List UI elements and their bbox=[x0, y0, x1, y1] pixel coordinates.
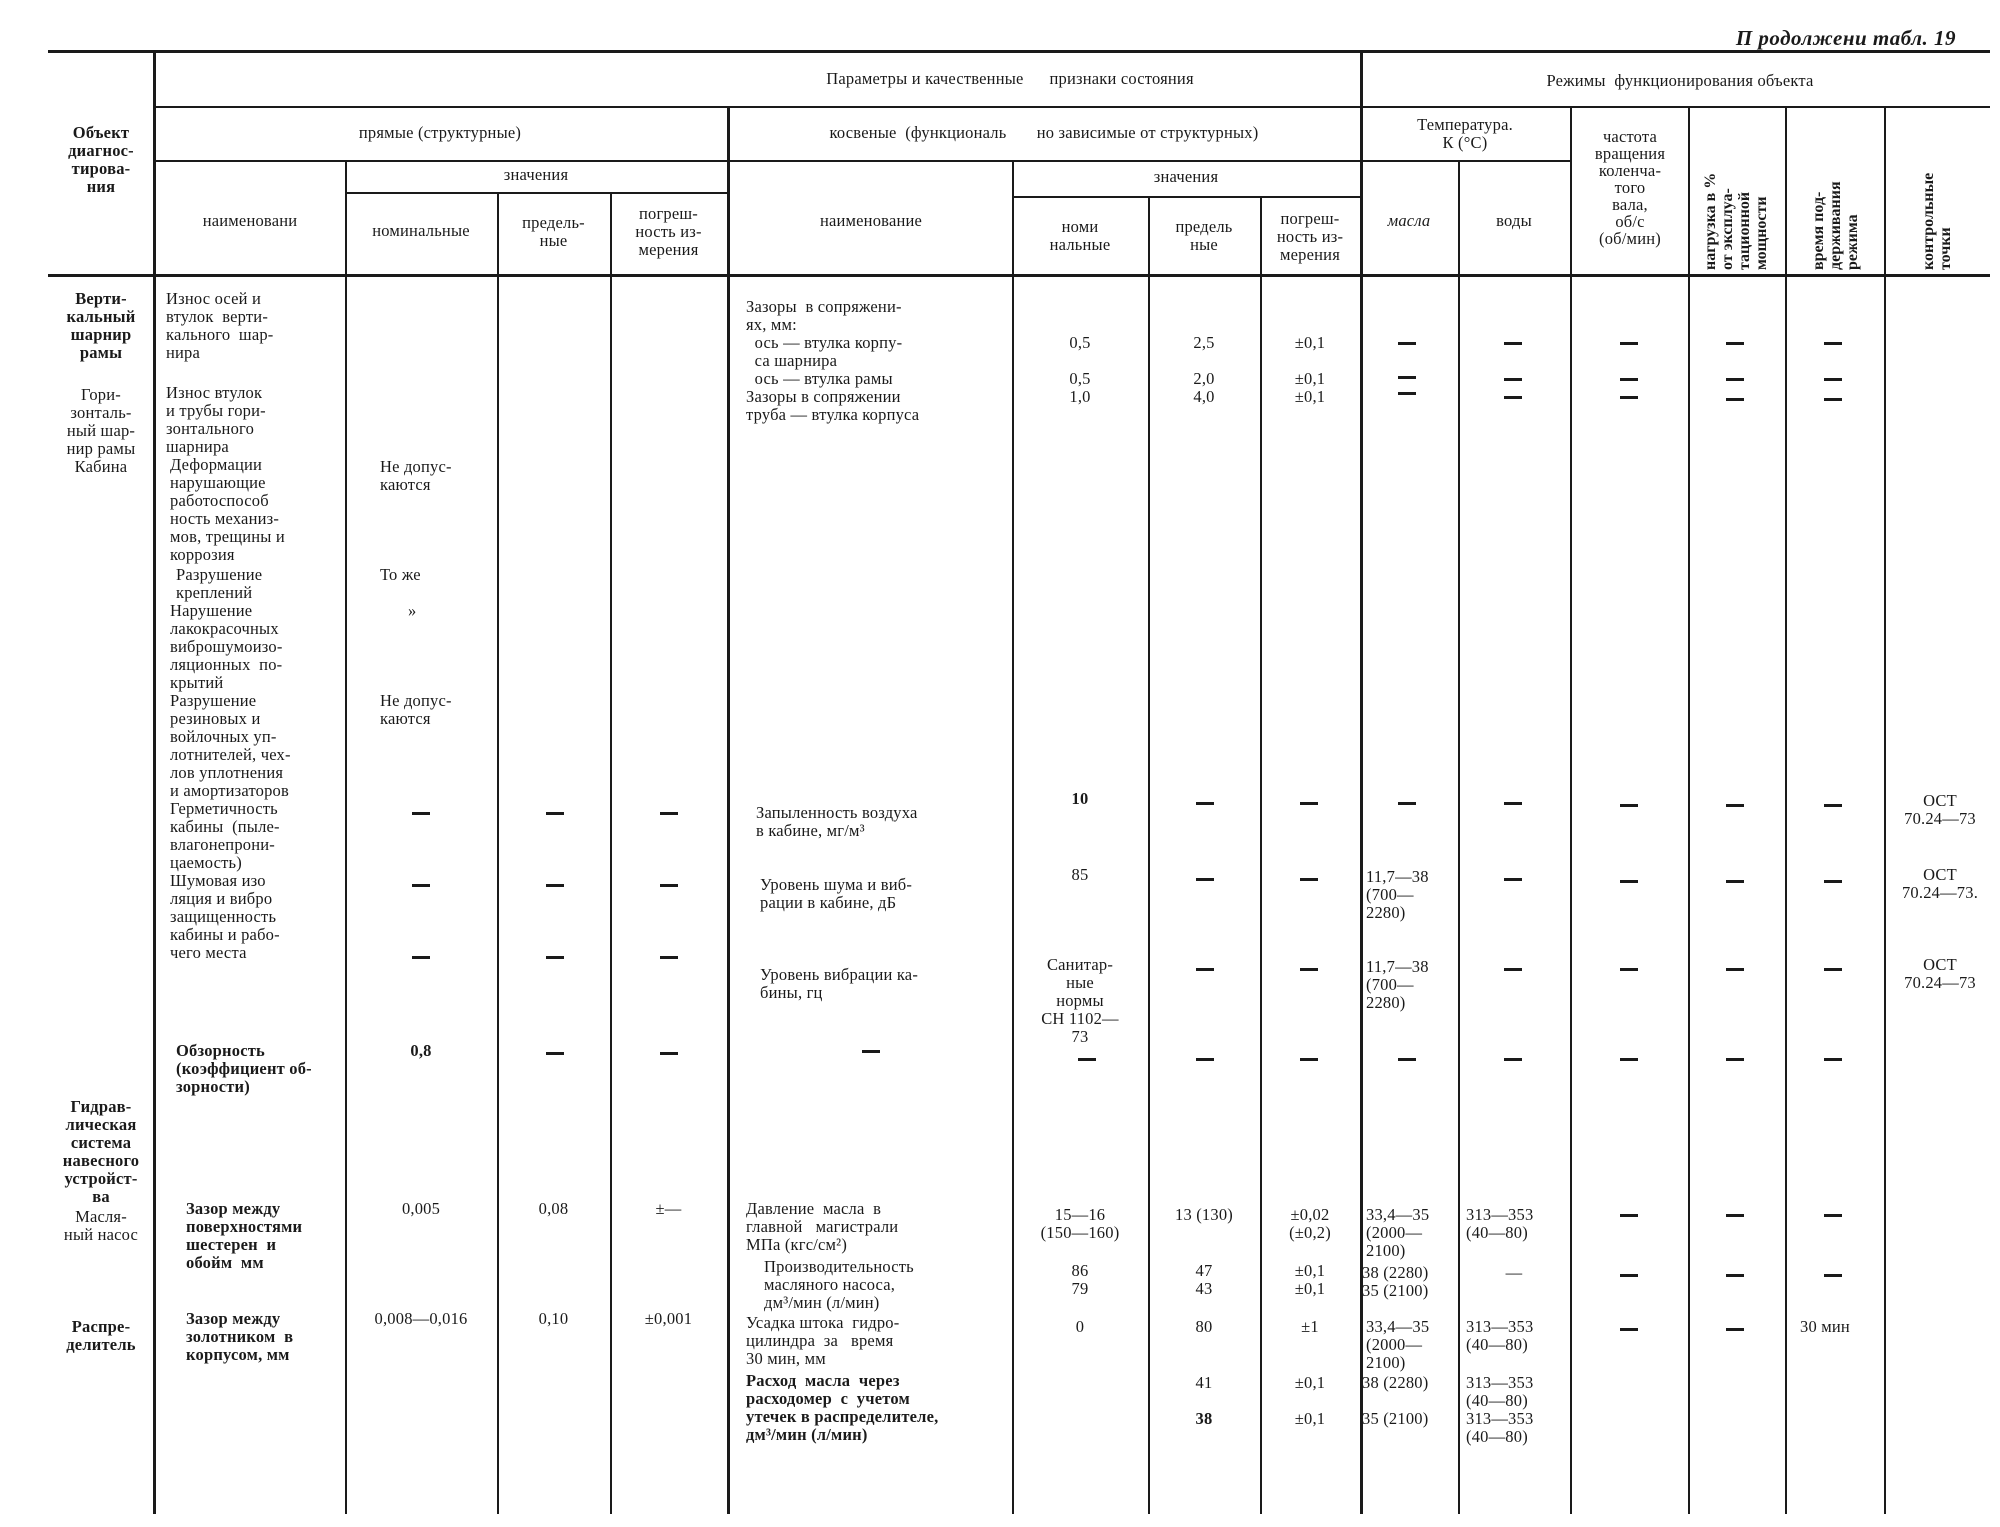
oil-temp-5: 11,7—38 (700— 2280) bbox=[1366, 957, 1429, 1012]
col-line-rotation bbox=[1688, 106, 1690, 1514]
dash bbox=[1398, 802, 1416, 805]
dash bbox=[1726, 1214, 1744, 1217]
direct-nominal-6: Не допус- каются bbox=[380, 691, 452, 728]
dash bbox=[1726, 880, 1744, 883]
dash bbox=[1620, 804, 1638, 807]
indirect-error-10b: ±0,1 bbox=[1294, 1409, 1326, 1428]
header-params: Параметры и качественные признаки состояния bbox=[826, 69, 1194, 88]
dash bbox=[1196, 968, 1214, 971]
dash bbox=[660, 812, 678, 815]
header-direct: прямые (структурные) bbox=[358, 123, 522, 142]
indirect-name-1: Зазоры в сопряжени- ях, мм: ось — втулка корпу- са шарнира ось — втулка рамы bbox=[746, 297, 903, 388]
water-temp-8: — bbox=[1505, 1263, 1523, 1282]
direct-limit-10: 0,08 bbox=[538, 1199, 569, 1218]
direct-name-11: Зазор между золотником в корпусом, мм bbox=[186, 1309, 294, 1364]
indirect-name-4: Уровень шума и виб- рации в кабине, дБ bbox=[760, 875, 913, 912]
direct-name-3: Деформации нарушающие работоспособ ность механиз- мов, трещины и коррозия bbox=[170, 455, 285, 564]
header-error-1: погреш- ность из- мерения bbox=[635, 204, 702, 259]
dash bbox=[1726, 342, 1744, 345]
dash bbox=[1398, 1058, 1416, 1061]
object-distributor: Распре- делитель bbox=[66, 1317, 136, 1354]
header-modes: Режимы функционирования объекта bbox=[1546, 71, 1814, 90]
indirect-name-9: Усадка штока гидро- цилиндра за время 30 мин, мм bbox=[746, 1313, 900, 1368]
indirect-name-5: Уровень вибрации ка- бины, гц bbox=[760, 965, 919, 1002]
dash bbox=[1620, 1274, 1638, 1277]
dash bbox=[1398, 342, 1416, 345]
dash bbox=[660, 1052, 678, 1055]
dash bbox=[1620, 1058, 1638, 1061]
dash bbox=[1726, 804, 1744, 807]
header-oil: масла bbox=[1387, 211, 1431, 230]
dash bbox=[1504, 1058, 1522, 1061]
dash bbox=[1504, 878, 1522, 881]
indirect-name-2: Зазоры в сопряжении труба — втулка корпуса bbox=[746, 387, 920, 424]
col-line-oil bbox=[1458, 160, 1460, 1514]
dash bbox=[412, 956, 430, 959]
dash bbox=[1824, 880, 1842, 883]
header-limit-2: предель ные bbox=[1175, 217, 1233, 254]
dash bbox=[546, 956, 564, 959]
indirect-nominal-5: Санитар- ные нормы СН 1102— 73 bbox=[1041, 955, 1119, 1046]
direct-nominal-3: Не допус- каются bbox=[380, 457, 452, 494]
dash bbox=[1196, 1058, 1214, 1061]
dash bbox=[1726, 1328, 1744, 1331]
indirect-error-7: ±0,02 (±0,2) bbox=[1289, 1205, 1331, 1242]
indirect-limit-7: 13 (130) bbox=[1175, 1205, 1233, 1224]
dash bbox=[546, 1052, 564, 1055]
dash bbox=[1300, 1058, 1318, 1061]
indirect-limit-10: 41 bbox=[1195, 1373, 1213, 1392]
dash bbox=[1726, 398, 1744, 401]
control-point-4: ОСТ 70.24—73. bbox=[1901, 865, 1979, 902]
dash bbox=[1504, 802, 1522, 805]
dash bbox=[1726, 1274, 1744, 1277]
rule-values1 bbox=[345, 192, 727, 194]
direct-nominal-11: 0,008—0,016 bbox=[374, 1309, 468, 1328]
direct-limit-11: 0,10 bbox=[538, 1309, 569, 1328]
water-temp-10: 313—353 (40—80) bbox=[1466, 1373, 1534, 1410]
dash bbox=[1824, 1214, 1842, 1217]
indirect-name-10: Расход масла через расходомер с учетом утечек в распределителе, дм³/мин (л/мин) bbox=[746, 1371, 939, 1444]
oil-temp-8: 38 (2280) 35 (2100) bbox=[1362, 1263, 1429, 1300]
direct-name-2: Износ втулок и трубы гори- зонтального шарнира bbox=[166, 383, 266, 456]
indirect-nominal-4: 85 bbox=[1071, 865, 1089, 884]
indirect-nominal-2: 1,0 bbox=[1069, 387, 1091, 406]
continuation-label: П родолжени табл. 19 bbox=[1735, 26, 1956, 50]
water-temp-10b: 313—353 (40—80) bbox=[1466, 1409, 1534, 1446]
indirect-error-2: ±0,1 bbox=[1294, 387, 1326, 406]
oil-temp-10b: 35 (2100) bbox=[1362, 1409, 1429, 1428]
indirect-limit-2: 4,0 bbox=[1193, 387, 1215, 406]
direct-name-1: Износ осей и втулок верти- кального шар- нира bbox=[166, 289, 274, 362]
indirect-error-8: ±0,1 ±0,1 bbox=[1294, 1261, 1326, 1298]
col-line-load bbox=[1785, 106, 1787, 1514]
direct-nominal-5: » bbox=[408, 601, 417, 620]
header-nominal-1: номинальные bbox=[372, 221, 470, 240]
direct-name-4: Разрушение креплений bbox=[176, 565, 263, 602]
table-top-rule bbox=[48, 50, 1990, 53]
water-temp-9: 313—353 (40—80) bbox=[1466, 1317, 1534, 1354]
header-load: нагрузка в % от эксплуа- тационной мощности bbox=[1702, 172, 1770, 270]
object-horizontal-hinge: Гори- зонталь- ный шар- нир рамы bbox=[66, 385, 136, 458]
direct-nominal-9: 0,8 bbox=[410, 1041, 432, 1060]
header-limit-1: предель- ные bbox=[522, 213, 585, 250]
direct-nominal-4: То же bbox=[380, 565, 421, 584]
dash bbox=[1196, 802, 1214, 805]
dash bbox=[862, 1050, 880, 1053]
indirect-nominal-7: 15—16 (150—160) bbox=[1040, 1205, 1120, 1242]
col-line-object bbox=[153, 52, 156, 1514]
direct-name-8: Шумовая изо ляция и вибро защищенность кабины и рабо- чего места bbox=[170, 871, 280, 962]
water-temp-7: 313—353 (40—80) bbox=[1466, 1205, 1534, 1242]
dash bbox=[546, 884, 564, 887]
dash bbox=[1398, 376, 1416, 379]
dash bbox=[1504, 968, 1522, 971]
indirect-error-10: ±0,1 bbox=[1294, 1373, 1326, 1392]
header-temperature: Температура. К (°С) bbox=[1417, 115, 1513, 152]
indirect-error-1b: ±0,1 bbox=[1294, 369, 1326, 388]
dash bbox=[1504, 342, 1522, 345]
dash bbox=[1620, 1214, 1638, 1217]
indirect-limit-1: 2,5 bbox=[1193, 333, 1215, 352]
dash bbox=[1300, 968, 1318, 971]
oil-temp-4: 11,7—38 (700— 2280) bbox=[1366, 867, 1429, 922]
rule-temp bbox=[1360, 160, 1570, 162]
dash bbox=[1620, 880, 1638, 883]
col-line-water bbox=[1570, 106, 1572, 1514]
dash bbox=[1398, 392, 1416, 395]
dash bbox=[1620, 968, 1638, 971]
dash bbox=[1078, 1058, 1096, 1061]
direct-name-5: Нарушение лакокрасочных виброшумоизо- ляционных по- крытий bbox=[170, 601, 283, 692]
dash bbox=[1620, 396, 1638, 399]
direct-name-6: Разрушение резиновых и войлочных уп- лотнителей, чех- лов уплотнения и амортизаторов bbox=[170, 691, 291, 800]
dash bbox=[1620, 1328, 1638, 1331]
dash bbox=[1726, 1058, 1744, 1061]
direct-name-7: Герметичность кабины (пыле- влагонепрони- цаемость) bbox=[170, 799, 280, 872]
header-values-1: значения bbox=[503, 165, 569, 184]
dash bbox=[1504, 396, 1522, 399]
dash bbox=[1824, 1274, 1842, 1277]
dash bbox=[1824, 342, 1842, 345]
direct-name-9: Обзорность (коэффициент об- зорности) bbox=[176, 1041, 312, 1096]
dash bbox=[1824, 1058, 1842, 1061]
direct-name-10: Зазор между поверхностями шестерен и обойм мм bbox=[186, 1199, 303, 1272]
dash bbox=[1504, 378, 1522, 381]
indirect-name-8: Производительность масляного насоса, дм³/мин (л/мин) bbox=[764, 1257, 914, 1312]
header-error-2: погреш- ность из- мерения bbox=[1276, 209, 1344, 264]
dash bbox=[660, 956, 678, 959]
header-rotation: частота вращения коленча- того вала, об/с (об/мин) bbox=[1594, 127, 1666, 248]
indirect-nominal-9: 0 bbox=[1075, 1317, 1085, 1336]
oil-temp-9: 33,4—35 (2000— 2100) bbox=[1366, 1317, 1430, 1372]
control-point-5: ОСТ 70.24—73 bbox=[1904, 955, 1976, 992]
control-point-3: ОСТ 70.24—73 bbox=[1904, 791, 1976, 828]
direct-nominal-10: 0,005 bbox=[401, 1199, 441, 1218]
rule-direct bbox=[153, 160, 1360, 162]
hold-time-9: 30 мин bbox=[1800, 1317, 1850, 1336]
object-hydraulic-system: Гидрав- лическая система навесного устройст- ва bbox=[62, 1097, 140, 1206]
rule-values2 bbox=[1012, 196, 1360, 198]
indirect-error-9: ±1 bbox=[1301, 1317, 1319, 1336]
oil-temp-10: 38 (2280) bbox=[1362, 1373, 1429, 1392]
header-bottom-rule bbox=[48, 274, 1990, 277]
dash bbox=[1620, 342, 1638, 345]
object-cabin: Кабина bbox=[74, 457, 128, 476]
indirect-nominal-8: 86 79 bbox=[1071, 1261, 1089, 1298]
indirect-limit-9: 80 bbox=[1195, 1317, 1213, 1336]
header-indirect: косвеные (функциональ но зависимые от структурных) bbox=[829, 123, 1259, 142]
object-vertical-hinge: Верти- кальный шарнир рамы bbox=[66, 289, 136, 362]
indirect-name-7: Давление масла в главной магистрали МПа (кгс/см²) bbox=[746, 1199, 899, 1254]
header-nominal-2: номи нальные bbox=[1049, 217, 1111, 254]
col-line-name2 bbox=[1012, 160, 1014, 1514]
col-line-direct-end bbox=[727, 106, 730, 1514]
header-values-2: значения bbox=[1153, 167, 1219, 186]
indirect-limit-8: 47 43 bbox=[1195, 1261, 1213, 1298]
direct-error-10: ±— bbox=[655, 1199, 682, 1218]
dash bbox=[1824, 378, 1842, 381]
dash bbox=[546, 812, 564, 815]
header-water: воды bbox=[1496, 211, 1532, 230]
header-name-2: наименование bbox=[819, 211, 923, 230]
dash bbox=[1300, 802, 1318, 805]
dash bbox=[660, 884, 678, 887]
header-object: Объект диагнос- тирова- ния bbox=[68, 123, 134, 196]
rule-params bbox=[153, 106, 1990, 108]
dash bbox=[1824, 968, 1842, 971]
dash bbox=[1726, 378, 1744, 381]
header-name-1: наименовани bbox=[202, 211, 298, 230]
dash bbox=[1726, 968, 1744, 971]
indirect-nominal-1: 0,5 bbox=[1069, 333, 1091, 352]
indirect-nominal-3: 10 bbox=[1071, 789, 1089, 808]
indirect-error-1: ±0,1 bbox=[1294, 333, 1326, 352]
oil-temp-7: 33,4—35 (2000— 2100) bbox=[1366, 1205, 1430, 1260]
dash bbox=[1824, 398, 1842, 401]
dash bbox=[412, 812, 430, 815]
dash bbox=[1196, 878, 1214, 881]
header-control-points: контрольные точки bbox=[1920, 172, 1954, 270]
direct-error-11: ±0,001 bbox=[644, 1309, 693, 1328]
dash bbox=[412, 884, 430, 887]
indirect-name-3: Запыленность воздуха в кабине, мг/м³ bbox=[756, 803, 918, 840]
object-oil-pump: Масля- ный насос bbox=[63, 1207, 139, 1244]
indirect-limit-1b: 2,0 bbox=[1193, 369, 1215, 388]
dash bbox=[1300, 878, 1318, 881]
dash bbox=[1824, 804, 1842, 807]
indirect-nominal-1b: 0,5 bbox=[1069, 369, 1091, 388]
indirect-limit-10b: 38 bbox=[1195, 1409, 1213, 1428]
dash bbox=[1620, 378, 1638, 381]
header-hold-time: время под- держивания режима bbox=[1810, 181, 1861, 270]
